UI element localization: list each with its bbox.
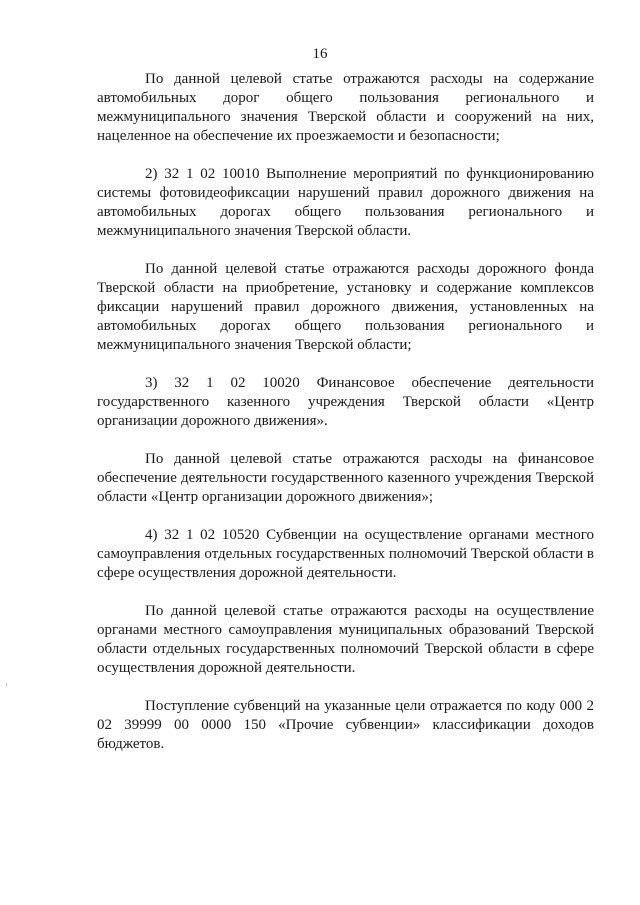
paragraph-item-2-photo-video-fixation: 2) 32 1 02 10010 Выполнение мероприятий по функционированию системы фотовидеофиксации нарушений правил дорожного движения на автомобильных дорогах общего пользования регионального и межмуниципального значения Тверской области. bbox=[97, 166, 594, 239]
page-number: 16 bbox=[312, 46, 328, 62]
paragraph-subventions-revenue-code: Поступление субвенций на указанные цели отражается по коду 000 2 02 39999 00 0000 150 «Прочие субвенции» классификации доходов бюджетов. bbox=[97, 698, 594, 752]
paragraph-spacer bbox=[97, 431, 594, 450]
paragraph-spacer bbox=[97, 507, 594, 526]
paragraph-road-maintenance-expenses: По данной целевой статье отражаются расходы на содержание автомобильных дорог общего пользования регионального и межмуниципального значения Тверской области и сооружений на них, нацеленное на обеспечение их проезжаемости и безопасности; bbox=[97, 71, 594, 144]
scan-margin-mark bbox=[6, 683, 7, 686]
paragraph-spacer bbox=[97, 678, 594, 697]
paragraph-photo-video-fixation-expenses: По данной целевой статье отражаются расходы дорожного фонда Тверской области на приобретение, установку и содержание комплексов фиксации нарушений правил дорожного движения, установленных на автомобильных дорогах общего пользования регионального и межмуниципального значения Тверской области; bbox=[97, 261, 594, 353]
paragraph-spacer bbox=[97, 583, 594, 602]
paragraph-spacer bbox=[97, 241, 594, 260]
paragraph-item-4-subventions: 4) 32 1 02 10520 Субвенции на осуществление органами местного самоуправления отдельных государственных полномочий Тверской области в сфере осуществления дорожной деятельности. bbox=[97, 527, 594, 581]
paragraph-subventions-expenses: По данной целевой статье отражаются расходы на осуществление органами местного самоуправления муниципальных образований Тверской области отдельных государственных полномочий Тверской области в сфере осуществления дорожной деятельности. bbox=[97, 603, 594, 676]
paragraph-spacer bbox=[97, 355, 594, 374]
paragraph-item-3-traffic-center-funding: 3) 32 1 02 10020 Финансовое обеспечение деятельности государственного казенного учреждения Тверской области «Центр организации дорожного движения». bbox=[97, 375, 594, 429]
document-body bbox=[97, 70, 594, 754]
paragraph-traffic-center-expenses: По данной целевой статье отражаются расходы на финансовое обеспечение деятельности государственного казенного учреждения Тверской области «Центр организации дорожного движения»; bbox=[97, 451, 594, 505]
paragraph-spacer bbox=[97, 146, 594, 165]
